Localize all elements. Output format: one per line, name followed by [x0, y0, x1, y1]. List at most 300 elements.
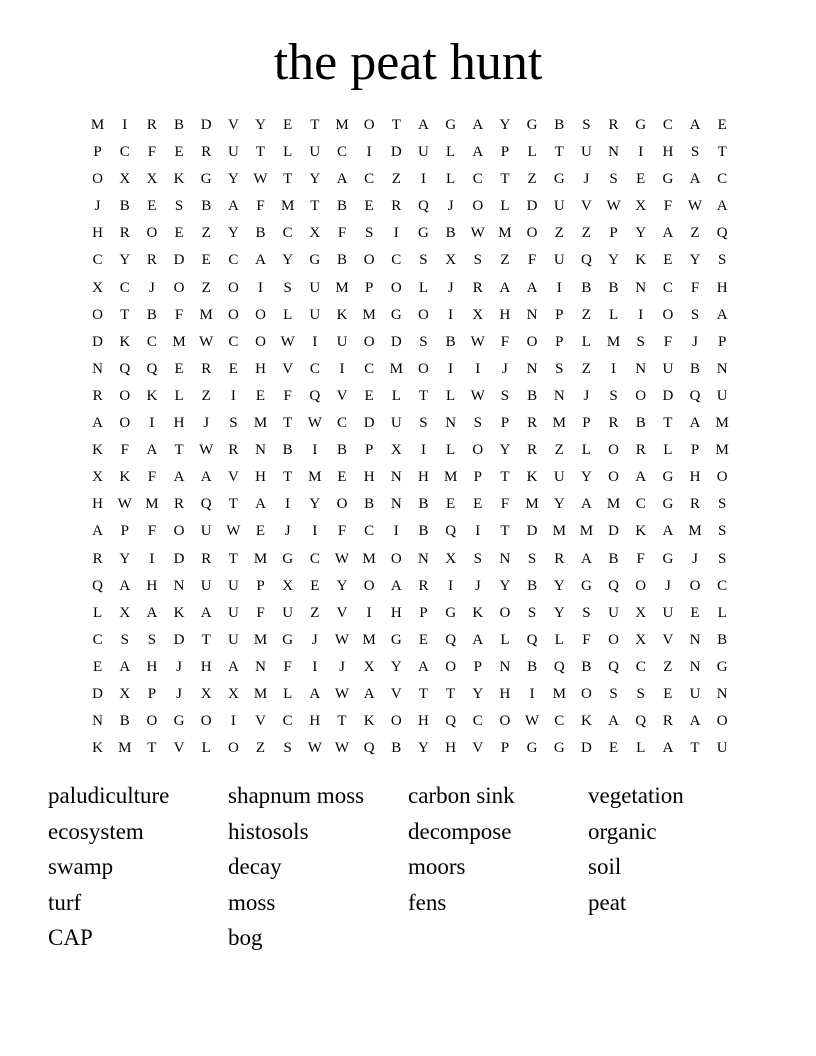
grid-letter: N [92, 360, 103, 377]
grid-letter: E [690, 604, 700, 621]
grid-letter: X [92, 279, 103, 296]
grid-letter: S [174, 198, 184, 215]
grid-letter: S [473, 550, 482, 567]
grid-letter: H [146, 658, 158, 675]
grid-letter: M [281, 198, 295, 215]
grid-letter: X [635, 198, 647, 215]
grid-letter: E [418, 631, 429, 648]
grid-letter: C [391, 252, 402, 269]
grid-letter: C [554, 713, 565, 730]
grid-letter: F [663, 198, 673, 215]
word-list-item: carbon sink [408, 783, 515, 808]
grid-letter: S [419, 415, 428, 432]
grid-letter: Y [309, 171, 321, 188]
grid-letter: Z [581, 360, 591, 377]
grid-letter: N [553, 387, 565, 404]
grid-letter: Y [282, 252, 294, 269]
grid-letter: D [608, 523, 619, 540]
grid-letter: C [228, 333, 239, 350]
grid-letter: P [690, 442, 700, 459]
grid-letter: A [92, 523, 103, 540]
grid-letter: C [662, 117, 673, 133]
grid-letter: I [611, 360, 617, 377]
grid-letter: C [472, 171, 483, 188]
grid-letter: E [364, 198, 374, 215]
grid-letter: O [608, 469, 619, 486]
grid-letter: K [173, 604, 185, 621]
grid-letter: B [364, 496, 375, 513]
grid-letter: T [228, 550, 238, 567]
grid-letter: T [500, 469, 510, 486]
grid-letter: J [583, 171, 590, 188]
grid-letter: O [662, 306, 674, 323]
grid-letter: T [120, 306, 130, 323]
grid-letter: N [635, 360, 647, 377]
grid-letter: A [146, 604, 158, 621]
word-list [48, 778, 768, 956]
grid-letter: L [283, 144, 293, 161]
grid-letter: I [475, 360, 481, 377]
grid-letter: Y [227, 171, 239, 188]
grid-letter: O [255, 333, 266, 350]
grid-letter: E [201, 252, 211, 269]
grid-letter: H [418, 713, 429, 730]
grid-letter: S [609, 387, 618, 404]
grid-letter: O [472, 442, 484, 459]
grid-letter: C [662, 279, 673, 296]
word-list-item: decay [228, 854, 282, 879]
grid-letter: E [255, 523, 266, 540]
grid-letter: N [173, 577, 185, 594]
grid-letter: W [334, 550, 350, 567]
grid-letter: U [580, 144, 592, 161]
grid-letter: V [580, 198, 592, 215]
grid-letter: I [366, 144, 372, 161]
grid-letter: U [336, 333, 348, 350]
grid-letter: B [201, 198, 212, 215]
grid-letter: Z [581, 225, 591, 242]
grid-letter: Y [499, 442, 511, 459]
grid-letter: L [500, 198, 510, 215]
grid-letter: B [690, 360, 701, 377]
grid-letter: T [147, 740, 157, 757]
grid-letter: G [526, 740, 538, 757]
grid-letter: L [391, 387, 401, 404]
grid-letter: Q [418, 198, 429, 215]
grid-letter: U [200, 577, 212, 594]
grid-letter: I [393, 523, 399, 540]
grid-letter: J [176, 685, 182, 702]
grid-letter: T [554, 144, 564, 161]
grid-letter: U [553, 252, 565, 269]
grid-letter: B [554, 117, 565, 133]
grid-letter: W [334, 740, 350, 757]
grid-letter: G [662, 496, 674, 513]
grid-letter: U [662, 604, 674, 621]
grid-letter: R [201, 360, 212, 377]
grid-letter: N [390, 469, 402, 486]
grid-letter: Z [255, 740, 266, 757]
grid-letter: T [228, 496, 238, 513]
grid-letter: M [172, 333, 186, 350]
grid-letter: Y [553, 496, 565, 513]
grid-letter: H [363, 469, 375, 486]
grid-letter: Y [553, 604, 565, 621]
grid-letter: R [146, 117, 157, 133]
grid-letter: Z [500, 252, 510, 269]
grid-letter: G [390, 631, 402, 648]
grid-letter: L [283, 685, 293, 702]
grid-letter: P [256, 577, 265, 594]
grid-letter: R [608, 117, 619, 133]
grid-letter: E [608, 740, 619, 757]
grid-letter: C [309, 550, 320, 567]
grid-letter: H [662, 144, 674, 161]
grid-letter: A [227, 198, 239, 215]
grid-letter: R [391, 198, 402, 215]
grid-letter: Y [472, 685, 484, 702]
grid-letter: P [582, 415, 591, 432]
grid-letter: F [337, 225, 347, 242]
grid-letter: P [555, 333, 564, 350]
grid-letter: M [715, 415, 729, 432]
grid-letter: L [581, 333, 591, 350]
grid-letter: T [201, 631, 211, 648]
grid-letter: S [419, 252, 428, 269]
grid-letter: B [418, 523, 429, 540]
grid-letter: M [362, 631, 376, 648]
grid-letter: J [284, 523, 291, 540]
grid-letter: O [92, 306, 103, 323]
grid-letter: F [663, 333, 673, 350]
grid-letter: F [283, 387, 292, 404]
grid-letter: A [608, 713, 619, 730]
grid-row [84, 464, 736, 491]
grid-letter: S [718, 523, 727, 540]
grid-letter: N [92, 713, 103, 730]
grid-letter: U [390, 415, 402, 432]
grid-letter: S [690, 144, 700, 161]
word-list-item: moors [408, 854, 466, 879]
grid-letter: Y [336, 577, 348, 594]
grid-letter: Z [554, 442, 564, 459]
grid-letter: M [308, 469, 322, 486]
grid-letter: T [283, 469, 293, 486]
grid-letter: Q [200, 496, 212, 513]
grid-letter: P [500, 740, 510, 757]
grid-letter: D [580, 740, 592, 757]
grid-letter: K [363, 713, 375, 730]
grid-letter: S [527, 604, 537, 621]
grid-letter: Y [608, 252, 619, 269]
grid-letter: T [418, 387, 429, 404]
grid-letter: I [475, 523, 481, 540]
grid-letter: H [689, 469, 701, 486]
word-list-item: shapnum moss [228, 783, 365, 808]
word-list-item: moss [228, 889, 276, 915]
word-list-item: soil [588, 854, 622, 879]
grid-letter: Y [309, 496, 321, 513]
grid-row [84, 437, 736, 464]
grid-letter: Z [663, 658, 673, 675]
grid-letter: O [499, 713, 511, 730]
grid-letter: S [364, 225, 374, 242]
grid-letter: Y [499, 577, 511, 594]
grid-letter: D [390, 333, 402, 350]
grid-letter: T [500, 171, 510, 188]
grid-row [84, 491, 736, 518]
grid-letter: Q [363, 740, 375, 757]
grid-letter: U [309, 306, 321, 323]
grid-letter: O [92, 171, 103, 188]
grid-letter: N [445, 415, 457, 432]
grid-letter: V [390, 685, 402, 702]
grid-letter: D [173, 550, 185, 567]
grid-letter: B [418, 496, 429, 513]
grid-letter: G [445, 117, 457, 133]
grid-letter: C [635, 658, 646, 675]
grid-letter: M [606, 333, 621, 350]
grid-letter: G [553, 740, 565, 757]
grid-letter: O [608, 442, 619, 459]
grid-letter: U [716, 387, 728, 404]
grid-letter: K [146, 387, 158, 404]
grid-letter: T [500, 523, 510, 540]
grid-letter: S [636, 685, 645, 702]
grid-letter: W [307, 415, 322, 432]
grid-letter: C [472, 713, 483, 730]
grid-letter: S [582, 117, 591, 133]
grid-letter: Z [581, 306, 591, 323]
grid-letter: O [580, 685, 592, 702]
grid-letter: A [255, 496, 266, 513]
grid-letter: O [526, 333, 538, 350]
grid-letter: J [94, 198, 101, 215]
grid-letter: G [200, 171, 212, 188]
grid-letter: A [689, 171, 701, 188]
grid-letter: B [174, 117, 185, 133]
grid-letter: R [690, 496, 701, 513]
grid-letter: O [146, 225, 158, 242]
grid-letter: Q [580, 252, 592, 269]
grid-letter: W [226, 523, 241, 540]
grid-letter: B [635, 415, 646, 432]
grid-letter: Z [201, 225, 211, 242]
grid-letter: V [255, 713, 266, 730]
grid-letter: A [662, 523, 674, 540]
grid-letter: M [335, 279, 349, 296]
grid-letter: B [581, 658, 592, 675]
grid-letter: A [200, 604, 212, 621]
grid-letter: T [174, 442, 184, 459]
grid-letter: R [527, 442, 538, 459]
grid-letter: J [583, 387, 590, 404]
grid-letter: B [717, 631, 728, 648]
grid-letter: Z [201, 279, 211, 296]
grid-letter: R [228, 442, 239, 459]
grid-letter: F [147, 469, 157, 486]
grid-letter: O [716, 469, 728, 486]
grid-letter: T [283, 415, 293, 432]
grid-row [84, 247, 736, 274]
grid-letter: E [255, 387, 266, 404]
grid-letter: I [448, 360, 454, 377]
grid-letter: R [662, 713, 673, 730]
grid-row [84, 410, 736, 437]
grid-letter: O [363, 252, 375, 269]
grid-letter: O [445, 658, 457, 675]
grid-letter: B [445, 225, 456, 242]
grid-letter: E [473, 496, 483, 513]
grid-letter: C [119, 144, 130, 161]
grid-letter: U [716, 740, 728, 757]
grid-letter: I [149, 415, 155, 432]
grid-letter: J [664, 577, 671, 594]
grid-letter: R [418, 577, 429, 594]
grid-letter: Y [689, 252, 701, 269]
grid-letter: A [472, 631, 484, 648]
grid-letter: W [253, 171, 268, 188]
grid-letter: G [580, 577, 592, 594]
grid-letter: F [500, 496, 510, 513]
grid-letter: P [500, 144, 510, 161]
grid-letter: C [364, 523, 375, 540]
grid-letter: L [446, 171, 456, 188]
grid-letter: M [335, 117, 349, 133]
grid-letter: U [200, 523, 212, 540]
grid-letter: H [255, 360, 266, 377]
page-title: the peat hunt [273, 34, 543, 91]
grid-letter: N [255, 658, 266, 675]
grid-letter: H [445, 740, 457, 757]
grid-letter: C [282, 713, 293, 730]
grid-letter: F [690, 279, 700, 296]
grid-letter: I [230, 713, 236, 730]
grid-letter: A [92, 415, 103, 432]
grid-letter: C [309, 360, 320, 377]
grid-letter: B [336, 252, 347, 269]
grid-letter: N [608, 144, 619, 161]
grid-letter: O [499, 604, 511, 621]
grid-letter: L [446, 442, 456, 459]
grid-letter: J [447, 198, 454, 215]
grid-letter: A [119, 658, 131, 675]
grid-letter: B [445, 333, 456, 350]
grid-letter: Y [418, 740, 429, 757]
grid-letter: P [93, 144, 102, 161]
grid-letter: C [146, 333, 157, 350]
grid-letter: O [390, 279, 402, 296]
grid-letter: E [92, 658, 103, 675]
grid-letter: W [199, 442, 214, 459]
grid-letter: P [500, 415, 510, 432]
grid-letter: F [174, 306, 184, 323]
grid-letter: I [122, 117, 128, 133]
grid-letter: C [717, 171, 728, 188]
grid-letter: A [689, 117, 701, 133]
grid-letter: B [255, 225, 266, 242]
grid-letter: S [419, 333, 428, 350]
grid-letter: Q [553, 658, 565, 675]
grid-letter: M [443, 469, 458, 486]
grid-letter: E [310, 577, 320, 594]
grid-row [84, 220, 736, 247]
grid-letter: U [553, 198, 565, 215]
grid-letter: K [580, 713, 592, 730]
grid-letter: J [502, 360, 508, 377]
grid-letter: B [119, 198, 130, 215]
grid-letter: V [173, 740, 185, 757]
grid-letter: O [526, 225, 538, 242]
grid-letter: R [92, 387, 103, 404]
grid-letter: R [201, 550, 212, 567]
grid-row [84, 356, 736, 383]
grid-letter: Y [635, 225, 647, 242]
grid-letter: K [92, 740, 103, 757]
grid-letter: F [283, 658, 292, 675]
grid-letter: C [92, 252, 103, 269]
grid-letter: U [227, 577, 239, 594]
grid-letter: B [608, 279, 619, 296]
grid-letter: G [662, 550, 674, 567]
grid-letter: S [147, 631, 157, 648]
grid-row [84, 112, 736, 139]
grid-letter: K [119, 469, 131, 486]
word-list-item: peat [588, 889, 627, 915]
grid-letter: R [527, 415, 538, 432]
grid-letter: W [470, 387, 485, 404]
grid-letter: S [527, 550, 537, 567]
grid-letter: X [390, 442, 402, 459]
grid-letter: O [227, 306, 239, 323]
grid-letter: M [715, 442, 729, 459]
grid-letter: U [309, 279, 321, 296]
grid-letter: V [227, 469, 239, 486]
grid-letter: S [500, 387, 510, 404]
grid-letter: A [635, 469, 647, 486]
grid-letter: I [556, 279, 562, 296]
grid-letter: D [662, 387, 674, 404]
grid-letter: L [201, 740, 211, 757]
grid-letter: X [635, 604, 647, 621]
grid-letter: R [119, 225, 130, 242]
grid-letter: E [636, 171, 646, 188]
grid-letter: Y [227, 225, 239, 242]
grid-letter: R [146, 252, 157, 269]
grid-letter: G [553, 171, 565, 188]
grid-letter: D [363, 415, 375, 432]
grid-letter: A [689, 713, 701, 730]
grid-letter: X [92, 469, 103, 486]
grid-letter: H [200, 658, 212, 675]
grid-letter: B [336, 442, 347, 459]
grid-row [84, 627, 736, 654]
grid-letter: B [391, 740, 402, 757]
grid-letter: C [635, 496, 646, 513]
grid-letter: E [717, 117, 727, 133]
grid-letter: F [500, 333, 510, 350]
grid-letter: G [662, 171, 674, 188]
grid-letter: G [662, 469, 674, 486]
grid-letter: N [255, 442, 266, 459]
grid-letter: A [580, 550, 592, 567]
grid-letter: Y [255, 117, 266, 133]
grid-letter: C [336, 415, 347, 432]
grid-letter: X [445, 252, 457, 269]
grid-letter: O [635, 387, 647, 404]
letter-grid [84, 112, 736, 762]
grid-letter: A [526, 279, 538, 296]
